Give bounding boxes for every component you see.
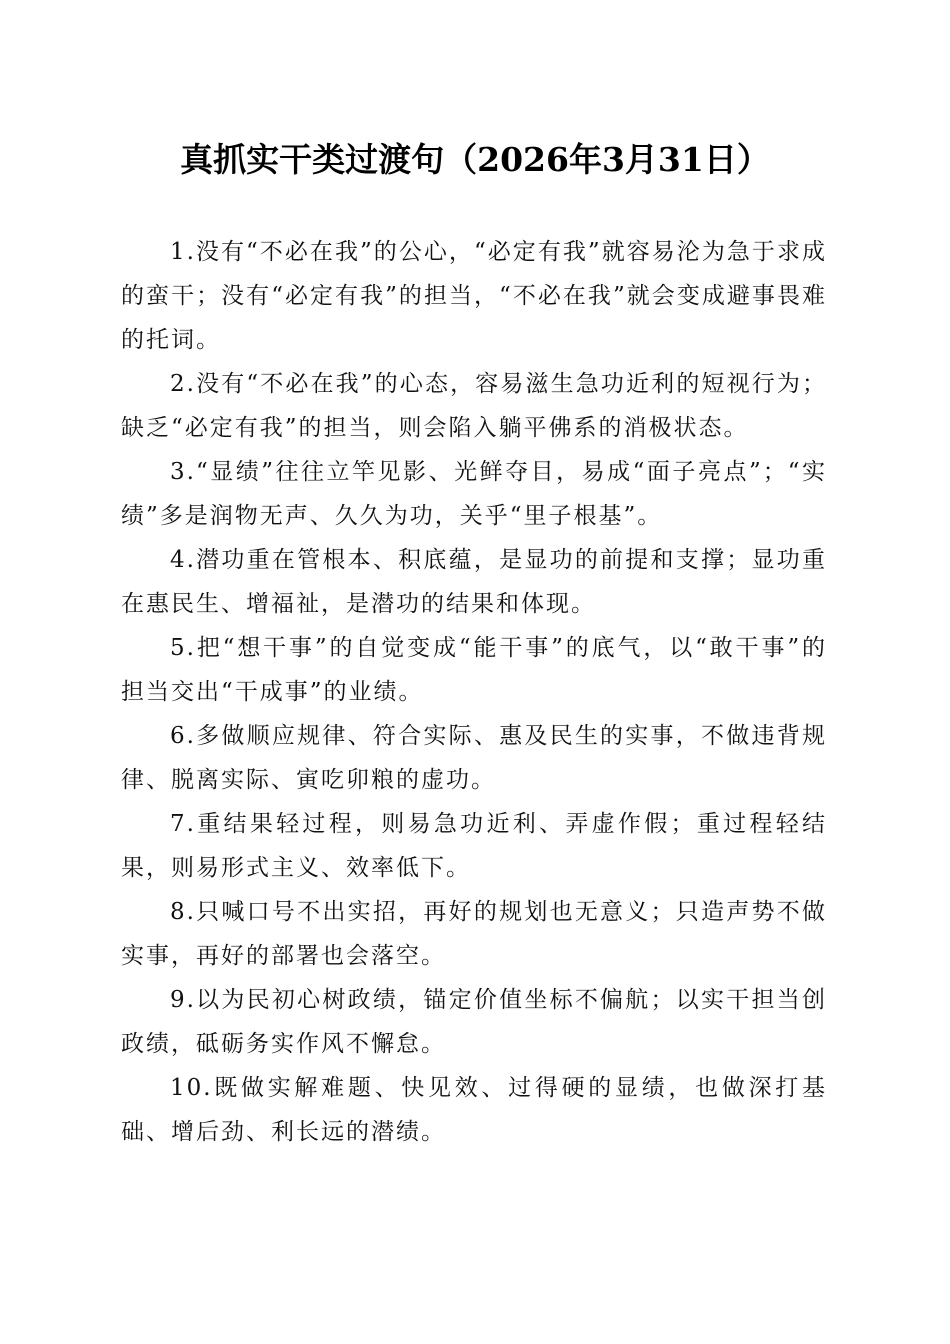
paragraph-3: 3.“显绩”往往立竿见影、光鲜夺目，易成“面子亮点”；“实绩”多是润物无声、久久为功，关乎“里子根基”。 [121, 459, 827, 529]
document-body [121, 230, 827, 1154]
paragraph-2: 2.没有“不必在我”的心态，容易滋生急功近利的短视行为；缺乏“必定有我”的担当，则会陷入躺平佛系的消极状态。 [121, 371, 827, 441]
paragraph-9: 9.以为民初心树政绩，锚定价值坐标不偏航；以实干担当创政绩，砥砺务实作风不懈怠。 [121, 987, 827, 1057]
paragraph-6: 6.多做顺应规律、符合实际、惠及民生的实事，不做违背规律、脱离实际、寅吃卯粮的虚功。 [121, 723, 827, 793]
paragraph-5: 5.把“想干事”的自觉变成“能干事”的底气，以“敢干事”的担当交出“干成事”的业绩。 [121, 635, 827, 705]
paragraph-7: 7.重结果轻过程，则易急功近利、弄虚作假；重过程轻结果，则易形式主义、效率低下。 [121, 811, 827, 881]
paragraph-1: 1.没有“不必在我”的公心，“必定有我”就容易沦为急于求成的蛮干；没有“必定有我”的担当，“不必在我”就会变成避事畏难的托词。 [121, 239, 827, 353]
paragraph-8: 8.只喊口号不出实招，再好的规划也无意义；只造声势不做实事，再好的部署也会落空。 [121, 899, 827, 969]
document-title: 真抓实干类过渡句（2026年3月31日） [180, 140, 770, 179]
paragraph-4: 4.潜功重在管根本、积底蕴，是显功的前提和支撑；显功重在惠民生、增福祉，是潜功的结果和体现。 [121, 547, 827, 617]
paragraph-10: 10.既做实解难题、快见效、过得硬的显绩，也做深打基础、增后劲、利长远的潜绩。 [121, 1075, 827, 1145]
